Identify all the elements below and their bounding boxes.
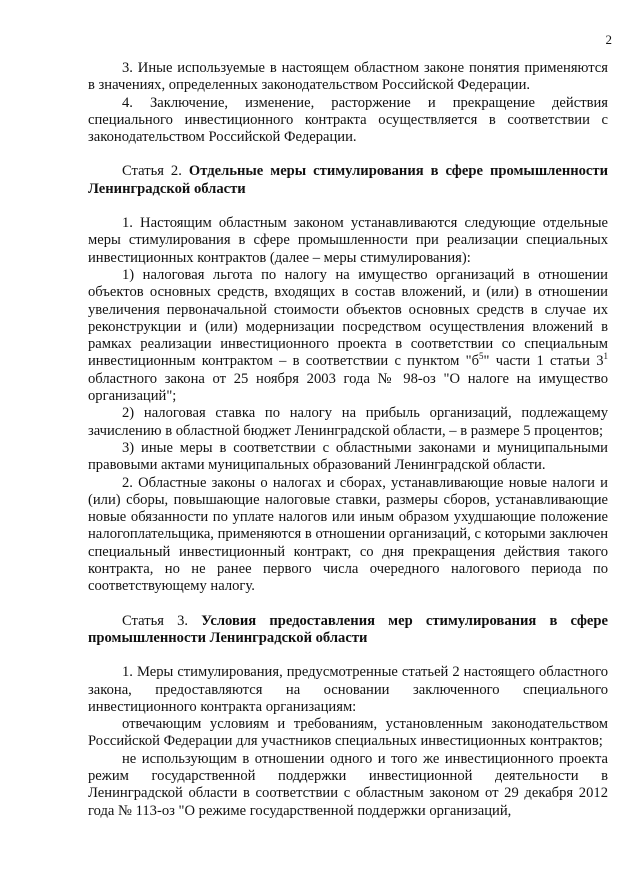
article-2-subitem-1 <box>88 267 608 405</box>
article-3-title: Условия предоставления мер стимулирования в сфере промышленности Ленинградской области <box>88 612 608 646</box>
article-2-paragraph-2: 2. Областные законы о налогах и сборах, устанавливающие новые налоги и (или) сборы, повышающие налоговые ставки, размеры сборов, устанавливающие новые обязанности по уплате налогов или иным образом ухудшающие положение налогоплательщика, применяются в отношении организаций, с которыми заключен специальный инвестиционный контракт, со дня прекращения действия такого контракта, но не ранее первого числа очередного налогового периода по соответствующему налогу. <box>88 474 608 595</box>
paragraph-1-4: 4. Заключение, изменение, расторжение и прекращение действия специального инвестиционного контракта осуществляется в соответствии с законодательством Российской Федерации. <box>88 94 608 146</box>
article-2-heading <box>88 163 608 198</box>
article-2-subitem-1-text-b: " части 1 статьи 3 <box>483 353 604 370</box>
article-3-condition-2: не использующим в отношении одного и того же инвестиционного проекта режим государственной поддержки инвестиционной деятельности в Ленинградской области в соответствии с областным законом от 29 декабря 2012 года № 113-оз "О режиме государственной поддержки организаций, <box>88 750 608 819</box>
superscript-1: 1 <box>603 351 608 362</box>
article-2-subitem-1-text-c: областного закона от 25 ноября 2003 года № 98-оз "О налоге на имущество организаций"; <box>88 370 608 405</box>
article-2-subitem-3: 3) иные меры в соответствии с областными законами и муниципальными правовыми актами муниципальных образований Ленинградской области. <box>88 439 608 474</box>
document-body <box>88 60 608 820</box>
article-3-paragraph-1: 1. Меры стимулирования, предусмотренные статьей 2 настоящего областного закона, предоставляются на основании заключенного специального инвестиционного контракта организациям: <box>88 664 608 715</box>
superscript-5: 5 <box>479 351 484 362</box>
article-3-condition-1: отвечающим условиям и требованиям, установленным законодательством Российской Федерации для участников специальных инвестиционных контрактов; <box>88 716 608 750</box>
article-3-heading <box>88 613 608 648</box>
article-2-paragraph-1: 1. Настоящим областным законом устанавливаются следующие отдельные меры стимулирования в сфере промышленности при реализации специальных инвестиционных контрактов (далее – меры стимулирования): <box>88 215 608 266</box>
article-2-subitem-2: 2) налоговая ставка по налогу на прибыль организаций, подлежащему зачислению в областной бюджет Ленинградской области, – в размере 5 процентов; <box>88 405 608 439</box>
article-3-number: Статья 3. <box>122 612 189 629</box>
article-2-title: Отдельные меры стимулирования в сфере промышленности Ленинградской области <box>88 163 608 197</box>
article-2-subitem-1-text-a: 1) налоговая льгота по налогу на имущество организаций в отношении объектов основных средств, входящих в состав вложений, и (или) в отношении увеличения первоначальной стоимости объектов основных средств в случае их реконструкции и (или) модернизации посредством осуществления вложений в рамках реализации инвестиционного проекта в соответствии со специальным инвестиционным контрактом – в соответствии с пунктом "б <box>88 266 608 370</box>
article-2-number: Статья 2. <box>122 163 182 180</box>
paragraph-1-3: 3. Иные используемые в настоящем областном законе понятия применяются в значениях, определенных законодательством Российской Федерации. <box>88 60 608 94</box>
page-number: 2 <box>605 32 612 47</box>
